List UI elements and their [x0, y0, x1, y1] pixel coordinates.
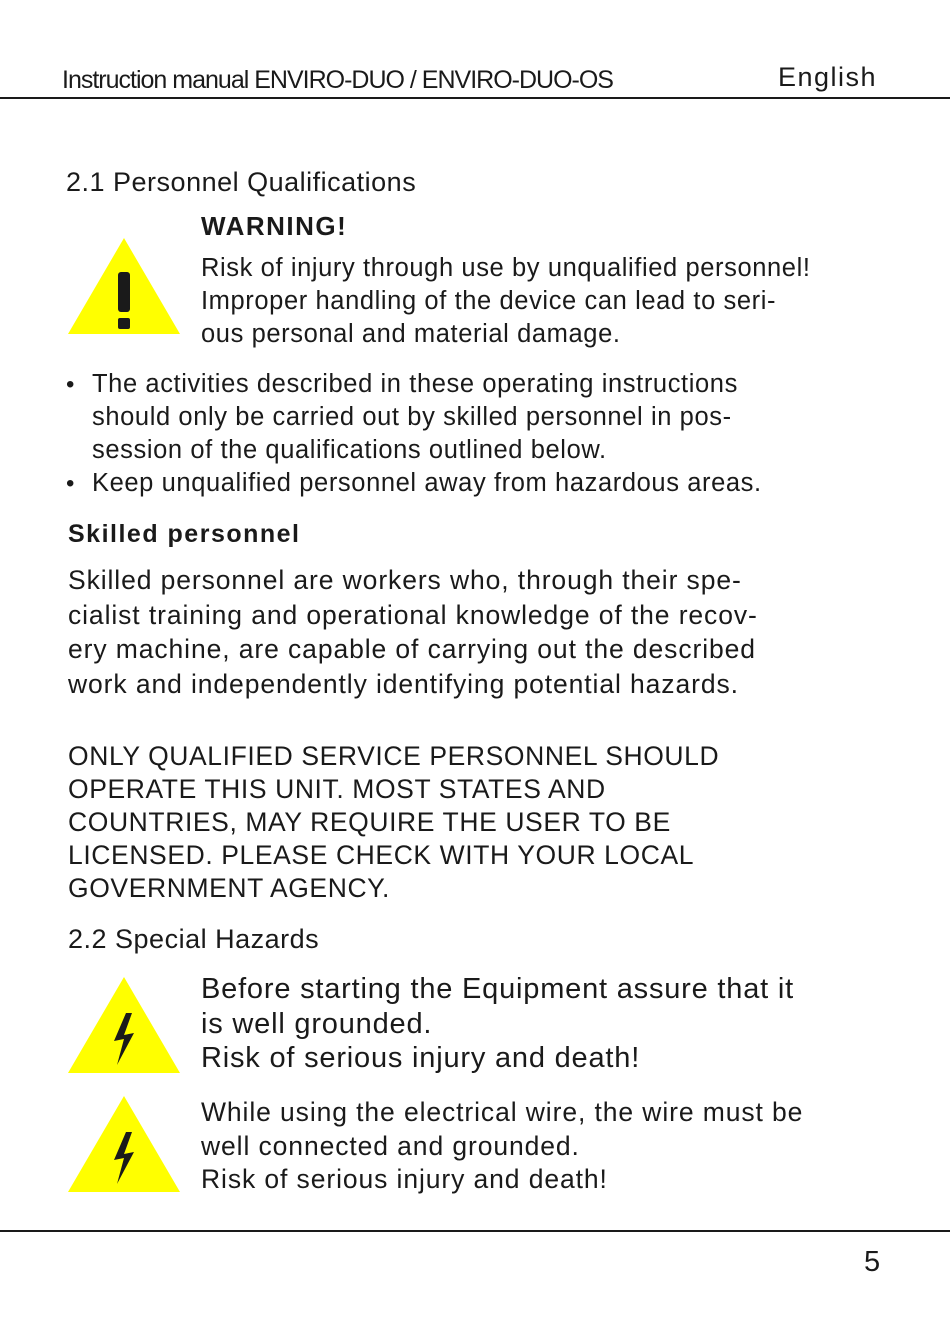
exclamation-warning-icon [68, 238, 180, 336]
footer-divider [0, 1230, 950, 1232]
warning-title: WARNING! [201, 211, 348, 241]
hazard-line: While using the electrical wire, the wire must be [201, 1097, 804, 1127]
section-heading-2-1: 2.1 Personnel Qualifications [66, 167, 417, 197]
notice-line: LICENSED. PLEASE CHECK WITH YOUR LOCAL [68, 840, 695, 870]
skilled-line: ery machine, are capable of carrying out the described [68, 634, 756, 664]
notice-line: COUNTRIES, MAY REQUIRE THE USER TO BE [68, 807, 671, 837]
bullet-line: • Keep unqualified personnel away from hazardous areas. [92, 469, 762, 497]
hazard-line: Risk of serious injury and death! [201, 1164, 608, 1194]
notice-line: OPERATE THIS UNIT. MOST STATES AND [68, 774, 606, 804]
skilled-personnel-text [68, 563, 758, 701]
bullet-item [66, 368, 762, 467]
section-heading-2-2: 2.2 Special Hazards [68, 924, 320, 954]
qualification-bullet-list [66, 368, 762, 500]
electrical-hazard-icon [68, 1096, 180, 1194]
bullet-item [66, 467, 762, 500]
notice-line: GOVERNMENT AGENCY. [68, 873, 391, 903]
bullet-line: session of the qualifications outlined below. [92, 436, 607, 464]
bullet-line: should only be carried out by skilled personnel in pos- [92, 403, 732, 431]
language-label: English [778, 62, 878, 92]
electrical-hazard-icon [68, 977, 180, 1075]
page-number: 5 [864, 1246, 881, 1278]
warning-line: ous personal and material damage. [201, 320, 621, 348]
hazard-text-wire [201, 1096, 803, 1197]
skilled-line: work and independently identifying potential hazards. [68, 668, 739, 699]
qualified-service-notice [68, 740, 719, 905]
bullet-line: • The activities described in these operating instructions [92, 370, 738, 398]
skilled-line: cialist training and operational knowledge of the recov- [68, 599, 758, 630]
hazard-line: Risk of serious injury and death! [201, 1042, 641, 1074]
header-divider [0, 97, 950, 99]
warning-line: Risk of injury through use by unqualified personnel! [201, 254, 811, 282]
hazard-text-grounding [201, 972, 794, 1076]
warning-line: Improper handling of the device can lead to seri- [201, 287, 777, 315]
skilled-line: Skilled personnel are workers who, through their spe- [68, 565, 742, 595]
notice-line: ONLY QUALIFIED SERVICE PERSONNEL SHOULD [68, 741, 720, 771]
hazard-line: Before starting the Equipment assure that it [201, 973, 794, 1005]
hazard-line: well connected and grounded. [201, 1130, 580, 1161]
warning-text [201, 252, 811, 351]
manual-title: Instruction manual ENVIRO-DUO / ENVIRO-DUO-OS [62, 66, 613, 94]
hazard-line: is well grounded. [201, 1007, 433, 1040]
skilled-personnel-heading: Skilled personnel [68, 520, 301, 548]
